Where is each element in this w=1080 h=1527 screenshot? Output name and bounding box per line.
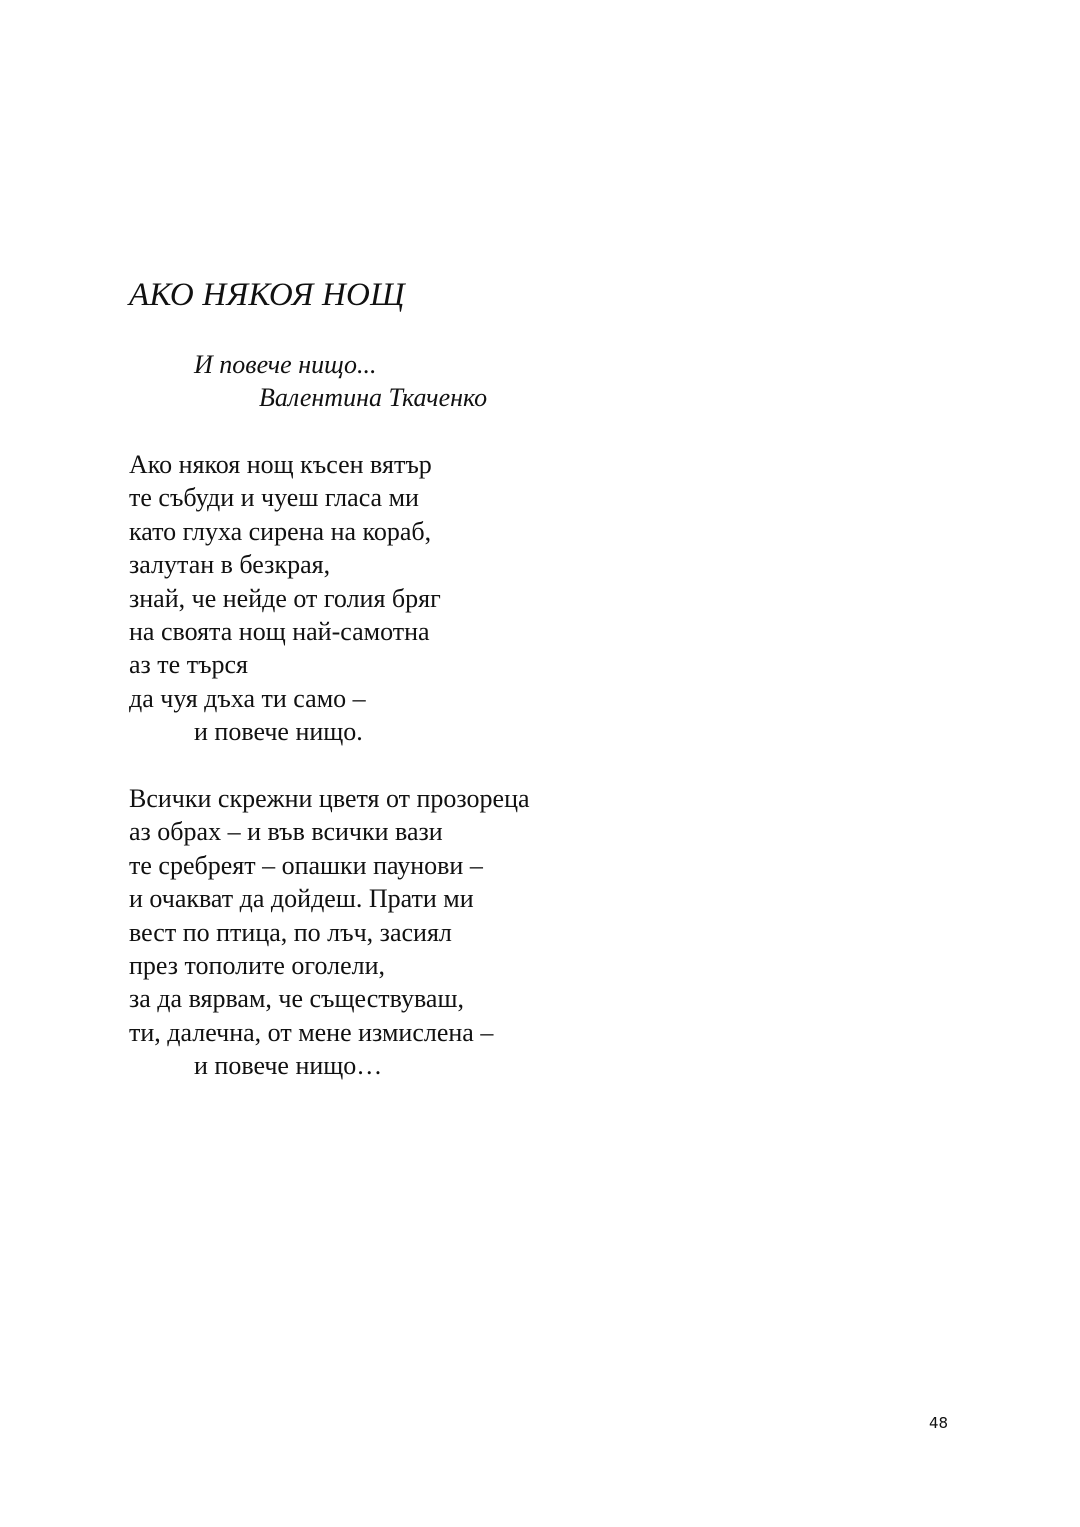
verse-line: Ако някоя нощ късен вятър	[129, 450, 432, 479]
verse-line: те събуди и чуеш гласа ми	[129, 483, 419, 513]
page-number: 48	[929, 1414, 949, 1432]
verse-line: аз те търся	[129, 650, 249, 680]
verse-line: Всички скрежни цветя от прозореца	[129, 784, 530, 813]
epigraph-text: И повече нищо...	[194, 350, 377, 379]
verse-line: те сребреят – опашки паунови –	[129, 850, 483, 880]
epigraph	[194, 348, 487, 414]
verse-line: като глуха сирена на кораб,	[129, 516, 432, 546]
verse-line: да чуя дъха ти само –	[129, 683, 366, 713]
verse-line: на своята нощ най-самотна	[129, 617, 430, 647]
verse-line: знай, че нейде от голия бряг	[129, 583, 441, 613]
verse-line: залутан в безкрая,	[129, 550, 331, 580]
verse-line: вест по птица, по лъч, засиял	[129, 917, 452, 947]
stanza-2	[129, 782, 530, 1083]
epigraph-author: Валентина Ткаченко	[259, 383, 488, 412]
verse-line: и очакват да дойдеш. Прати ми	[129, 884, 474, 914]
refrain-line: и повече нищо.	[194, 717, 363, 747]
verse-line: аз обрах – и във всички вази	[129, 817, 443, 847]
refrain-line: и повече нищо…	[194, 1051, 383, 1081]
poem-title: АКО НЯКОЯ НОЩ	[129, 277, 405, 313]
verse-line: за да вярвам, че съществуваш,	[129, 984, 464, 1014]
verse-line: през тополите оголели,	[129, 951, 386, 981]
verse-line: ти, далечна, от мене измислена –	[129, 1017, 494, 1047]
stanza-1	[129, 448, 441, 749]
